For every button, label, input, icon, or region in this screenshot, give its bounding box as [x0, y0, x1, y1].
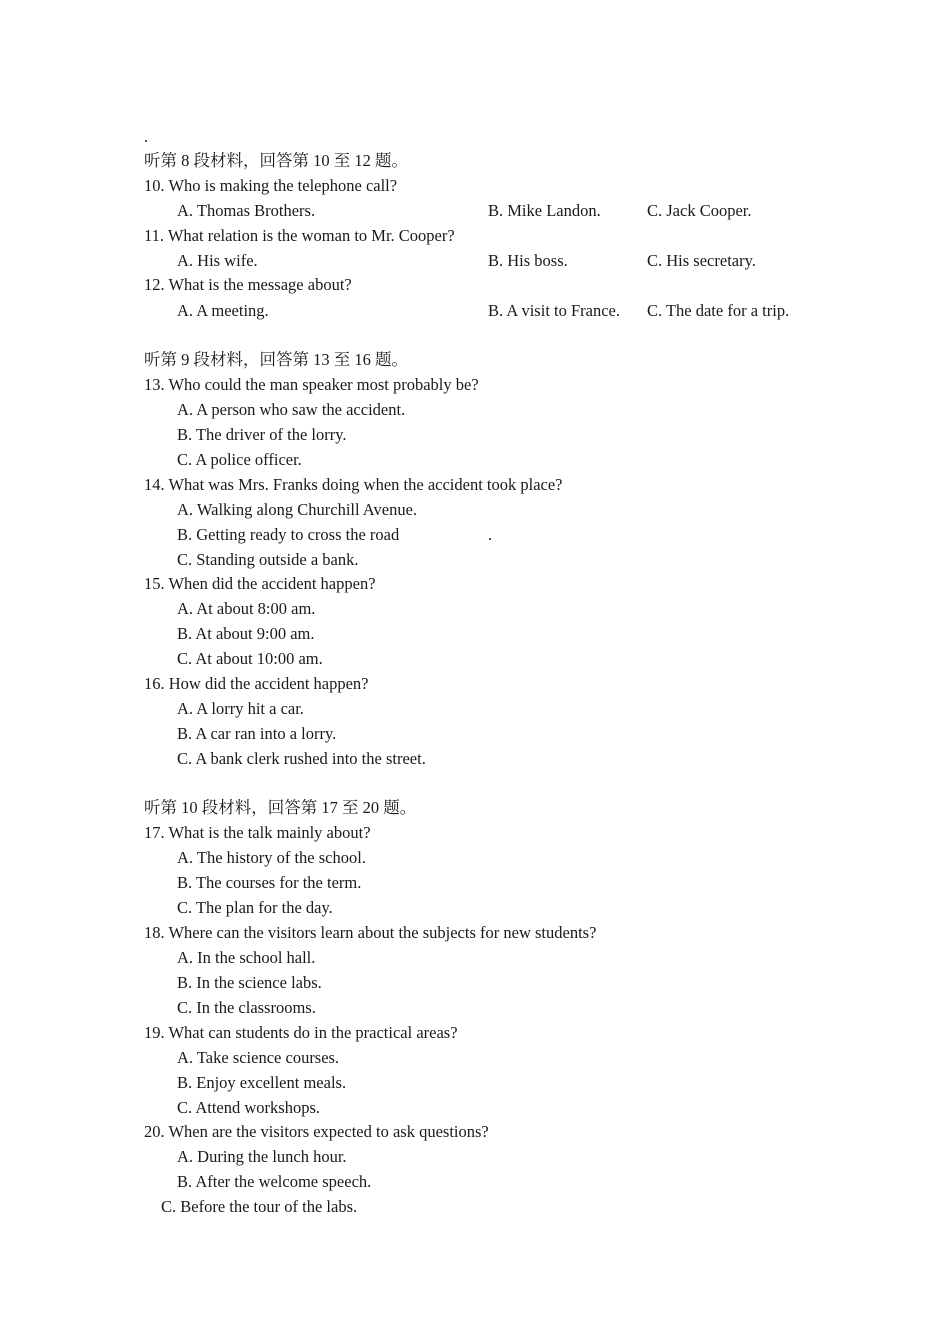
q12-option-a: A. A meeting. — [177, 301, 269, 320]
q18-question: 18. Where can the visitors learn about the subjects for new students? — [144, 923, 597, 942]
q15-option-a: A. At about 8:00 am. — [177, 599, 316, 618]
q15-question: 15. When did the accident happen? — [144, 574, 376, 593]
q20-option-a: A. During the lunch hour. — [177, 1147, 347, 1166]
q20-option-b: B. After the welcome speech. — [177, 1172, 372, 1191]
q16-option-b: B. A car ran into a lorry. — [177, 724, 337, 743]
q16-option-a: A. A lorry hit a car. — [177, 699, 304, 718]
q20-question: 20. When are the visitors expected to ask questions? — [144, 1122, 489, 1141]
q11-option-a: A. His wife. — [177, 251, 258, 270]
q19-option-b: B. Enjoy excellent meals. — [177, 1073, 347, 1092]
section8-header: 听第 8 段材料，回答第 10 至 12 题。 — [144, 151, 408, 170]
section10-header: 听第 10 段材料，回答第 17 至 20 题。 — [144, 798, 417, 817]
q14-option-b: B. Getting ready to cross the road — [177, 525, 400, 544]
q18-option-b: B. In the science labs. — [177, 973, 322, 992]
q17-option-b: B. The courses for the term. — [177, 873, 362, 892]
q15-option-b: B. At about 9:00 am. — [177, 624, 315, 643]
q14-option-c: C. Standing outside a bank. — [177, 550, 359, 569]
q12-question: 12. What is the message about? — [144, 275, 352, 294]
section9-header: 听第 9 段材料，回答第 13 至 16 题。 — [144, 350, 408, 369]
q13-option-a: A. A person who saw the accident. — [177, 400, 406, 419]
q10-option-a: A. Thomas Brothers. — [177, 201, 316, 220]
q18-option-a: A. In the school hall. — [177, 948, 316, 967]
q10-option-c: C. Jack Cooper. — [647, 201, 752, 220]
q17-option-c: C. The plan for the day. — [177, 898, 333, 917]
q15-option-c: C. At about 10:00 am. — [177, 649, 323, 668]
q20-option-c: C. Before the tour of the labs. — [161, 1197, 358, 1216]
q13-option-c: C. A police officer. — [177, 450, 302, 469]
q12-option-c: C. The date for a trip. — [647, 301, 790, 320]
q10-option-b: B. Mike Landon. — [488, 201, 601, 220]
q11-question: 11. What relation is the woman to Mr. Cooper? — [144, 226, 455, 245]
top-mark: . — [144, 127, 149, 146]
q16-question: 16. How did the accident happen? — [144, 674, 369, 693]
q19-option-c: C. Attend workshops. — [177, 1098, 321, 1117]
q13-question: 13. Who could the man speaker most probably be? — [144, 375, 479, 394]
q14-option-b-mark: . — [488, 525, 493, 544]
q17-question: 17. What is the talk mainly about? — [144, 823, 371, 842]
q14-question: 14. What was Mrs. Franks doing when the accident took place? — [144, 475, 563, 494]
q12-option-b: B. A visit to France. — [488, 301, 620, 320]
q17-option-a: A. The history of the school. — [177, 848, 366, 867]
q16-option-c: C. A bank clerk rushed into the street. — [177, 749, 426, 768]
q19-option-a: A. Take science courses. — [177, 1048, 340, 1067]
q13-option-b: B. The driver of the lorry. — [177, 425, 347, 444]
q10-question: 10. Who is making the telephone call? — [144, 176, 398, 195]
q11-option-b: B. His boss. — [488, 251, 568, 270]
q11-option-c: C. His secretary. — [647, 251, 756, 270]
q14-option-a: A. Walking along Churchill Avenue. — [177, 500, 418, 519]
q18-option-c: C. In the classrooms. — [177, 998, 316, 1017]
q19-question: 19. What can students do in the practical areas? — [144, 1023, 458, 1042]
